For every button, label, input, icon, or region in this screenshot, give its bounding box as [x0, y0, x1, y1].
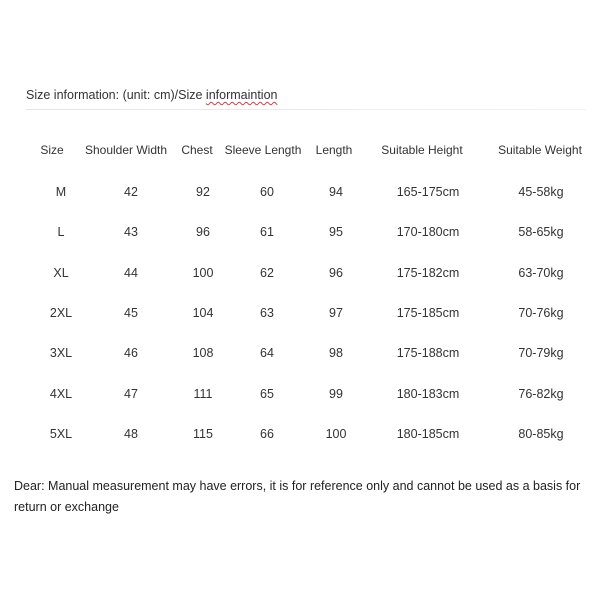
table-row: [0, 387, 600, 405]
cell-length: 98: [329, 346, 343, 361]
cell-sleeve-length: 62: [260, 265, 274, 280]
cell-suitable-height: 180-185cm: [396, 426, 460, 441]
cell-shoulder-width: 47: [124, 386, 138, 401]
cell-chest: 104: [192, 305, 214, 320]
measurement-note: Dear: Manual measurement may have errors, it is for reference only and cannot be used as a basis for return or exchange: [14, 479, 581, 514]
table-row: [0, 306, 600, 324]
cell-chest: 115: [193, 426, 213, 441]
title-misspelled-word: informaintion: [205, 88, 278, 102]
cell-sleeve-length: 64: [260, 346, 274, 361]
cell-suitable-weight: 70-76kg: [518, 305, 564, 320]
cell-chest: 111: [193, 386, 213, 401]
cell-length: 96: [329, 265, 343, 280]
cell-suitable-weight: 70-79kg: [518, 346, 564, 361]
cell-shoulder-width: 44: [124, 265, 138, 280]
cell-size: 3XL: [49, 346, 73, 361]
cell-length: 94: [329, 185, 343, 199]
cell-suitable-height: 175-182cm: [396, 265, 460, 280]
header-suitable-weight: Suitable Weight: [498, 143, 582, 157]
table-row: [0, 266, 600, 284]
cell-length: 99: [329, 386, 343, 401]
cell-chest: 108: [192, 346, 214, 361]
header-length: Length: [315, 143, 353, 157]
cell-suitable-weight: 76-82kg: [518, 386, 564, 401]
cell-suitable-weight: 80-85kg: [518, 426, 564, 441]
cell-suitable-weight: 63-70kg: [518, 265, 564, 280]
cell-size: 4XL: [49, 386, 73, 401]
cell-suitable-height: 175-185cm: [396, 305, 460, 320]
table-row: [0, 225, 600, 243]
cell-shoulder-width: 42: [124, 185, 138, 199]
cell-size: 2XL: [49, 305, 73, 320]
cell-shoulder-width: 45: [124, 305, 138, 320]
cell-sleeve-length: 65: [260, 386, 274, 401]
title-divider: [26, 109, 586, 110]
title-prefix: Size information: (unit: cm)/Size: [26, 88, 206, 102]
table-header: [0, 143, 600, 159]
cell-suitable-height: 165-175cm: [396, 185, 460, 199]
cell-suitable-height: 170-180cm: [396, 225, 460, 240]
header-size: Size: [40, 143, 64, 157]
cell-size: M: [55, 185, 67, 199]
cell-sleeve-length: 66: [260, 426, 274, 441]
cell-sleeve-length: 60: [260, 185, 274, 199]
cell-suitable-height: 175-188cm: [396, 346, 460, 361]
cell-size: XL: [53, 265, 69, 280]
cell-suitable-height: 180-183cm: [396, 386, 460, 401]
cell-chest: 92: [196, 185, 210, 199]
header-shoulder-width: Shoulder Width: [84, 143, 168, 157]
header-chest: Chest: [181, 143, 213, 157]
cell-length: 100: [325, 426, 347, 441]
header-suitable-height: Suitable Height: [381, 143, 463, 157]
size-info-title: [26, 88, 278, 102]
table-row: [0, 185, 600, 203]
header-sleeve-length: Sleeve Length: [224, 143, 302, 157]
cell-length: 95: [329, 225, 343, 240]
cell-chest: 100: [192, 265, 214, 280]
cell-size: L: [57, 225, 65, 240]
cell-suitable-weight: 45-58kg: [518, 185, 564, 199]
cell-shoulder-width: 48: [124, 426, 138, 441]
cell-sleeve-length: 61: [260, 225, 274, 240]
cell-suitable-weight: 58-65kg: [518, 225, 564, 240]
table-row: [0, 427, 600, 445]
cell-sleeve-length: 63: [260, 305, 274, 320]
cell-size: 5XL: [49, 426, 73, 441]
cell-chest: 96: [196, 225, 210, 240]
cell-shoulder-width: 46: [124, 346, 138, 361]
cell-length: 97: [329, 305, 343, 320]
cell-shoulder-width: 43: [124, 225, 138, 240]
table-row: [0, 346, 600, 364]
